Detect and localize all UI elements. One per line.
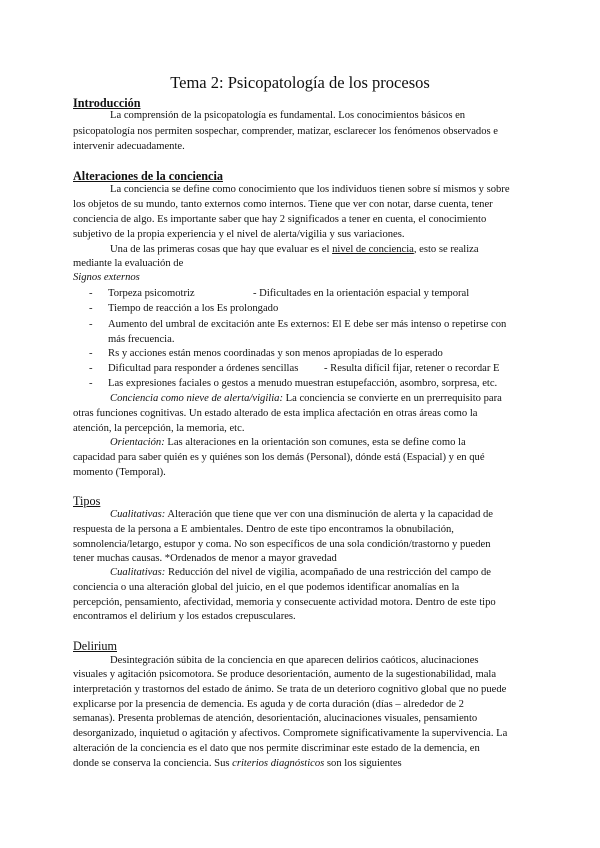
paragraph-line [110,436,466,450]
paragraph-line: alteración de la conciencia es el dato que nos permite discriminar este estado de la demencia, en [73,743,480,754]
paragraph-line [110,566,491,580]
section-heading-tipos: Tipos [73,494,101,508]
italic-label: Orientación: [110,437,165,448]
paragraph-line: otras funciones cognitivas. Un estado alterado de esta implica afectación en otras áreas como la [73,408,478,419]
paragraph-line [110,243,479,257]
paragraph-line: Desintegración súbita de la conciencia en que aparecen delirios caóticos, alucinaciones [110,655,479,666]
paragraph-line: desorganizado, inquietud o agitación y afectivos. Compromete significativamente la supervivencia. La [73,728,508,739]
italic-label: Conciencia como nieve de alerta/vigilia: [110,393,283,404]
subheading-signos: Signos externos [73,272,140,283]
bullet-item: Las expresiones faciales o gestos a menudo muestran estupefacción, asombro, sorpresa, etc. [108,378,498,389]
italic-label: Cualitativas: [110,509,166,520]
paragraph-line: subjetivo de la propia experiencia y el nivel de alerta/vigilia y sus variaciones. [73,229,405,240]
paragraph-line: respuesta de la persona a E ambientales. Dentro de este tipo encontramos la obnubilación, [73,524,454,535]
paragraph-line [110,392,502,406]
paragraph-line: atención, la percepción, la memoria, etc. [73,423,245,434]
bullet-dash: - [89,348,93,359]
bullet-item: - Resulta difícil fijar, retener o recordar E [324,363,500,374]
paragraph-line: momento (Temporal). [73,467,166,478]
italic-label: Cualitativas: [110,567,166,578]
bullet-continuation: más frecuencia. [108,334,175,345]
paragraph-line: tener muchas causas. *Ordenados de menor a mayor gravedad [73,553,337,564]
text-run: Alteración que tiene que ver con una disminución de alerta y la capacidad de [165,509,494,520]
bullet-dash: - [89,378,93,389]
paragraph-line: explicarse por la presencia de demencia. Es aguda y de corta duración (días – alrededor de 2 [73,699,464,710]
bullet-dash: - [89,319,93,330]
bullet-item: - Dificultades en la orientación espacial y temporal [253,288,470,299]
paragraph-line [110,508,493,522]
paragraph-line: los objetos de su mundo, tanto externos como internos. Tiene que ver con notar, darse cuenta, tener [73,199,493,210]
bullet-item: Dificultad para responder a órdenes sencillas [108,363,299,374]
bullet-dash: - [89,363,93,374]
italic-term: criterios diagnósticos [232,758,325,769]
bullet-item: Tiempo de reacción a los Es prolongado [108,303,279,314]
section-heading-delirium: Delirium [73,639,118,653]
section-heading-alteraciones: Alteraciones de la conciencia [73,169,223,183]
bullet-item: Rs y acciones están menos coordinadas y son menos apropiadas de lo esperado [108,348,443,359]
bullet-dash: - [89,288,93,299]
paragraph-line: psicopatología nos permiten sospechar, comprender, matizar, esclarecer los fenómenos observados e [73,126,498,137]
paragraph-line: mediante la evaluación de [73,258,184,269]
bullet-item: Aumento del umbral de excitación ante Es externos: El E debe ser más intenso o repetirse con [108,319,507,330]
text-run: son los siguientes [324,758,402,769]
paragraph-line: visuales y agitación psicomotora. Se produce desorientación, aumento de la sugestionabilidad, mala [73,669,497,680]
paragraph-line: encontramos el delirium y los estados crepusculares. [73,611,296,622]
paragraph-line: percepción, pensamiento, afectividad, memoria y consecuente actividad motora. Dentro de este tipo [73,597,496,608]
bullet-item: Torpeza psicomotriz [108,288,195,299]
section-heading-introduccion: Introducción [73,96,141,110]
paragraph-line [73,757,402,771]
paragraph-line: semanas). Presenta problemas de atención, desorientación, alucinaciones visuales, pensamiento [73,713,478,724]
paragraph-line: La conciencia se define como conocimiento que los individuos tienen sobre sí mismos y sobre [110,184,510,195]
text-run: , esto se realiza [413,244,479,255]
paragraph-line: conciencia o una alteración global del juicio, en el que podemos identificar anomalías en la [73,582,460,593]
text-run: Reducción del nivel de vigilia, acompañado de una restricción del campo de [165,567,491,578]
paragraph-line: capacidad para saber quién es y quiénes son los demás (Personal), dónde está (Espacial) y en qué [73,452,485,463]
text-run: Una de las primeras cosas que hay que evaluar es el [110,244,333,255]
paragraph-line: somnolencia/letargo, estupor y coma. No son específicos de una sola condición/trastorno y pueden [73,539,491,550]
underlined-term: nivel de conciencia [332,244,414,255]
bullet-dash: - [89,303,93,314]
paragraph-line: La comprensión de la psicopatología es fundamental. Los conocimientos básicos en [110,110,466,121]
paragraph-line: intervenir adecuadamente. [73,141,185,152]
paragraph-line: conciencia de algo. Es importante saber que hay 2 significados a tener en cuenta, el conocimiento [73,214,487,225]
text-run: donde se conserva la conciencia. Sus [73,758,233,769]
paragraph-line: interpretación y trastornos del estado de ánimo. Se trata de un deterioro cognitivo global que no puede [73,684,507,695]
text-run: La conciencia se convierte en un prerrequisito para [282,393,502,404]
text-run: Las alteraciones en la orientación son comunes, esta se define como la [164,437,466,448]
page-title: Tema 2: Psicopatología de los procesos [170,73,430,92]
